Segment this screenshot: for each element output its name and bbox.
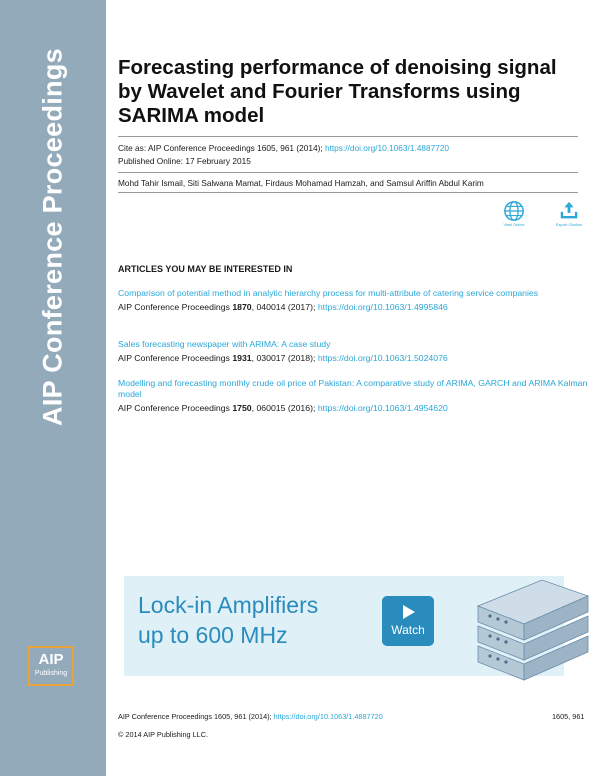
ad-headline: Lock-in Amplifiers	[138, 592, 319, 618]
export-citation-button[interactable]	[549, 200, 589, 238]
footer-doi-link[interactable]: https://doi.org/10.1063/1.4887720	[273, 712, 383, 721]
view-online-label: View Online	[503, 222, 525, 227]
related-article-ref	[118, 352, 588, 364]
logo-main-text: AIP	[38, 651, 64, 668]
journal-name-ref: AIP Conference Proceedings	[118, 353, 230, 363]
aip-publishing-logo[interactable]	[28, 646, 74, 686]
footer-page-range: 1605, 961	[552, 712, 585, 721]
related-article-title[interactable]: Sales forecasting newspaper with ARIMA: A case study	[118, 339, 331, 349]
ref-rest: , 060015 (2016);	[251, 403, 316, 413]
divider	[118, 136, 578, 137]
play-icon	[398, 602, 418, 622]
ref-rest: , 030017 (2018);	[251, 353, 316, 363]
cite-prefix: Cite as: AIP Conference Proceedings 1605, 961 (2014);	[118, 143, 323, 153]
volume: 1750	[232, 403, 252, 413]
watch-label: Watch	[391, 623, 425, 637]
authors: Mohd Tahir Ismail, Siti Salwana Mamat, Firdaus Mohamad Hamzah, and Samsul Ariffin Abdul Karim	[118, 178, 484, 188]
view-online-button[interactable]	[494, 200, 534, 238]
cite-as	[118, 143, 449, 154]
related-article	[118, 288, 588, 313]
sidebar	[0, 0, 106, 776]
cite-doi-link[interactable]: https://doi.org/10.1063/1.4887720	[324, 143, 450, 153]
divider	[118, 192, 578, 193]
footer-cite-prefix: AIP Conference Proceedings 1605, 961 (2014);	[118, 712, 272, 721]
related-doi-link[interactable]: https://doi.org/10.1063/1.4954620	[317, 403, 448, 413]
related-heading: ARTICLES YOU MAY BE INTERESTED IN	[118, 264, 293, 274]
related-article-ref	[118, 402, 588, 414]
ref-rest: , 040014 (2017);	[251, 302, 316, 312]
volume: 1870	[232, 302, 252, 312]
export-citation-label: Export Citation	[555, 222, 583, 227]
instrument-stack-image	[472, 566, 590, 686]
advertisement-banner[interactable]	[124, 566, 590, 686]
related-article	[118, 339, 588, 364]
journal-name: AIP Conference Proceedings	[37, 48, 68, 426]
watch-button[interactable]	[382, 596, 434, 646]
logo-sub-text: Publishing	[34, 670, 68, 677]
published-online: Published Online: 17 February 2015	[118, 156, 251, 166]
journal-name-ref: AIP Conference Proceedings	[118, 302, 230, 312]
copyright: © 2014 AIP Publishing LLC.	[118, 730, 209, 739]
globe-icon	[503, 200, 525, 222]
related-article	[118, 378, 588, 414]
related-article-title[interactable]: Comparison of potential method in analytic hierarchy process for multi-attribute of catering service companies	[118, 288, 539, 298]
journal-name-ref: AIP Conference Proceedings	[118, 403, 230, 413]
related-doi-link[interactable]: https://doi.org/10.1063/1.5024076	[317, 353, 448, 363]
related-doi-link[interactable]: https://doi.org/10.1063/1.4995846	[317, 302, 448, 312]
ad-subheadline: up to 600 MHz	[138, 622, 288, 648]
related-article-title[interactable]: Modelling and forecasting monthly crude oil price of Pakistan: A comparative study of ARIMA, GARCH and ARIMA Kalman model	[118, 378, 588, 399]
export-icon	[558, 200, 580, 222]
divider	[118, 172, 578, 173]
volume: 1931	[232, 353, 252, 363]
related-article-ref	[118, 301, 588, 313]
article-title: Forecasting performance of denoising signal by Wavelet and Fourier Transforms using SARIMA model	[118, 56, 557, 127]
footer-citation	[118, 712, 383, 721]
